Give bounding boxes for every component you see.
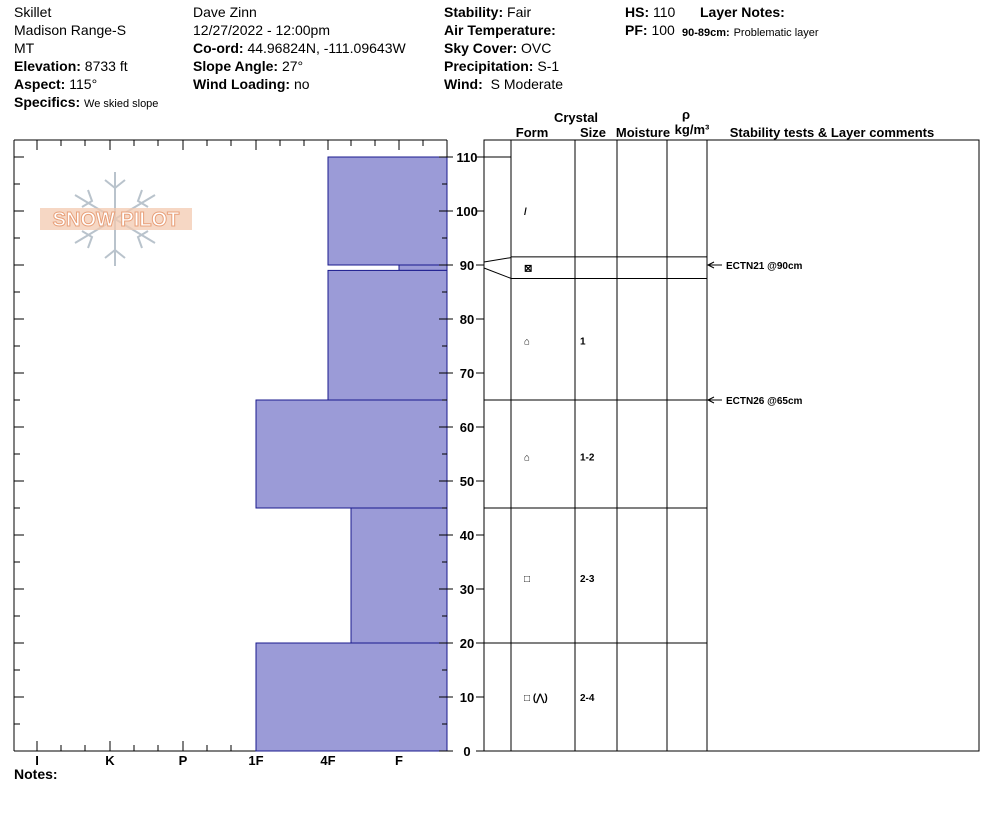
precip-label: Precipitation: [444, 58, 534, 74]
crystal-size-2: 1 [580, 336, 586, 348]
table-headers [516, 107, 934, 140]
slope-value: 27° [281, 58, 304, 74]
hardness-bar-1 [399, 265, 447, 270]
depth-label-20: 20 [459, 636, 475, 651]
observer: Dave Zinn [193, 4, 257, 20]
header-stability: Stability tests & Layer comments [729, 125, 935, 140]
depth-label-50: 50 [459, 474, 475, 489]
crystal-size-4: 2-3 [580, 574, 595, 586]
windload-label: Wind Loading: [193, 76, 291, 92]
connector-upper [484, 258, 511, 262]
datetime: 12/27/2022 - 12:00pm [193, 22, 330, 38]
sky-value: OVC [521, 40, 552, 56]
hardness-bar-4 [351, 508, 447, 643]
sky-label: Sky Cover: [444, 40, 518, 56]
specifics-value: We skied slope [84, 98, 159, 110]
header-density-unit: kg/m³ [674, 122, 710, 137]
hardness-bar-5 [256, 643, 447, 751]
connector-lower [484, 268, 511, 278]
layer-note-range: 90-89cm: [682, 27, 730, 39]
hardness-label-F: F [395, 753, 403, 768]
hardness-label-4F: 4F [320, 753, 336, 768]
wind-value: S Moderate [490, 76, 564, 92]
depth-label-30: 30 [459, 582, 475, 597]
stability-label: Stability: [444, 4, 504, 20]
depth-label-110: 110 [456, 150, 478, 165]
header-rho: ρ [681, 107, 691, 122]
stratigraphy-table [484, 140, 979, 751]
form-icon-5: □ (⋀) [524, 693, 548, 704]
snowpilot-logo [40, 172, 192, 266]
airtemp-label: Air Temperature: [444, 22, 556, 38]
slope-label: Slope Angle: [193, 58, 279, 74]
wind-label: Wind: [444, 76, 483, 92]
coord-label: Co-ord: [193, 40, 244, 56]
location: Skillet [14, 4, 52, 20]
hardness-bar-2 [328, 270, 447, 400]
hardness-bar-3 [256, 400, 447, 508]
form-icon-1: ⊠ [524, 263, 533, 275]
depth-label-0: 0 [463, 744, 471, 759]
range: Madison Range-S [14, 22, 127, 38]
logo-text: SNOW PILOT [52, 209, 180, 231]
hardness-axis [35, 753, 403, 768]
hardness-bar-0 [328, 157, 447, 265]
test-label-1: ECTN26 @65cm [726, 396, 803, 407]
stability-value: Fair [507, 4, 532, 20]
depth-label-70: 70 [459, 366, 475, 381]
layer-notes-label: Layer Notes: [700, 4, 785, 20]
form-icon-2: ⌂ [524, 336, 531, 348]
state: MT [14, 40, 35, 56]
layer-note-text: Problematic layer [733, 27, 819, 39]
hardness-label-K: K [105, 753, 115, 768]
crystal-size-5: 2-4 [580, 693, 595, 704]
form-icon-0: / [524, 207, 527, 218]
hardness-bars [256, 157, 447, 751]
windload-value: no [293, 76, 310, 92]
depth-label-80: 80 [459, 312, 475, 327]
aspect-label: Aspect: [14, 76, 66, 92]
elevation-value: 8733 ft [84, 58, 128, 74]
depth-label-100: 100 [456, 204, 478, 219]
specifics-label: Specifics: [14, 94, 81, 110]
depth-label-40: 40 [459, 528, 475, 543]
pf-value: 100 [651, 22, 675, 38]
hardness-label-I: I [35, 753, 39, 768]
aspect-value: 115° [69, 76, 98, 92]
precip-value: S-1 [537, 58, 560, 74]
depth-label-60: 60 [459, 420, 475, 435]
header-moisture: Moisture [615, 125, 671, 140]
depth-label-90: 90 [459, 258, 475, 273]
elevation-label: Elevation: [14, 58, 81, 74]
header-form: Form [515, 125, 549, 140]
header-size: Size [579, 125, 607, 140]
notes-label: Notes: [14, 766, 58, 782]
form-icon-4: □ [524, 574, 531, 586]
form-icon-3: ⌂ [524, 452, 531, 464]
hardness-label-P: P [178, 753, 188, 768]
coord-value: 44.96824N, -111.09643W [247, 40, 406, 56]
pf-label: PF: [625, 22, 648, 38]
hs-value: 110 [653, 4, 676, 20]
header-crystal: Crystal [553, 110, 599, 125]
table-border [484, 140, 979, 751]
hs-label: HS: [625, 4, 650, 20]
hardness-label-1F: 1F [248, 753, 264, 768]
crystal-size-3: 1-2 [580, 452, 595, 464]
depth-label-10: 10 [459, 690, 475, 705]
test-label-0: ECTN21 @90cm [726, 261, 803, 272]
